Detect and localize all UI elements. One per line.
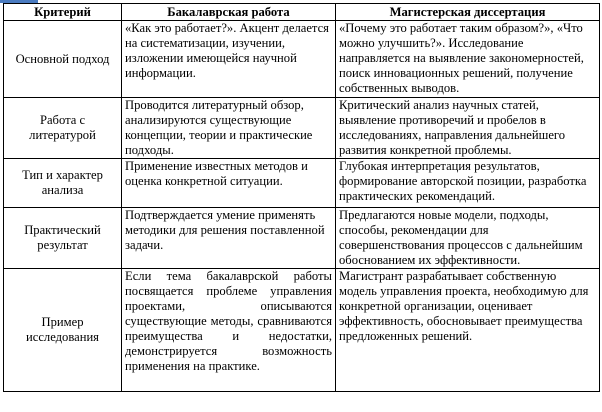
bachelor-cell: Проводится литературный обзор, анализируются существующие концепции, теории и практические подходы. bbox=[122, 98, 336, 159]
bachelor-cell: Подтверждается умение применять методики для решения поставленной задачи. bbox=[122, 208, 336, 269]
bachelor-cell: «Как это работает?». Акцент делается на систематизации, изучении, изложении имеющейся научной информации. bbox=[122, 21, 336, 98]
table-row bbox=[4, 159, 600, 208]
master-cell: Магистрант разрабатывает собственную модель управления проекта, необходимую для конкретной организации, оценивает эффективность, обосновывает преимущества предложенных решений. bbox=[336, 269, 600, 392]
criterion-cell: Основной подход bbox=[4, 21, 122, 98]
table-header-row bbox=[4, 4, 600, 21]
table-row bbox=[4, 208, 600, 269]
bachelor-cell: Применение известных методов и оценка конкретной ситуации. bbox=[122, 159, 336, 208]
bachelor-cell: Если тема бакалаврской работы посвящается проблеме управления проектами, описываются существующие методы, сравниваются преимущества и недостатки, демонстрируется возможность применения на практике. bbox=[122, 269, 336, 392]
header-master: Магистерская диссертация bbox=[336, 4, 600, 21]
header-criterion: Критерий bbox=[4, 4, 122, 21]
criterion-cell: Пример исследования bbox=[4, 269, 122, 392]
table-row bbox=[4, 269, 600, 392]
master-cell: Глубокая интерпретация результатов, формирование авторской позиции, разработка практических рекомендаций. bbox=[336, 159, 600, 208]
table-row bbox=[4, 21, 600, 98]
master-cell: Предлагаются новые модели, подходы, способы, рекомендации для совершенствования процессов с дальнейшим обоснованием их эффективности. bbox=[336, 208, 600, 269]
header-bachelor: Бакалаврская работа bbox=[122, 4, 336, 21]
criterion-cell: Практический результат bbox=[4, 208, 122, 269]
comparison-table bbox=[3, 3, 600, 392]
criterion-cell: Работа с литературой bbox=[4, 98, 122, 159]
criterion-cell: Тип и характер анализа bbox=[4, 159, 122, 208]
master-cell: Критический анализ научных статей, выявление противоречий и пробелов в исследованиях, направления дальнейшего развития конкретной проблемы. bbox=[336, 98, 600, 159]
table-row bbox=[4, 98, 600, 159]
master-cell: «Почему это работает таким образом?», «Что можно улучшить?». Исследование направляется на выявление закономерностей, поиск инновационных решений, получение собственных выводов. bbox=[336, 21, 600, 98]
